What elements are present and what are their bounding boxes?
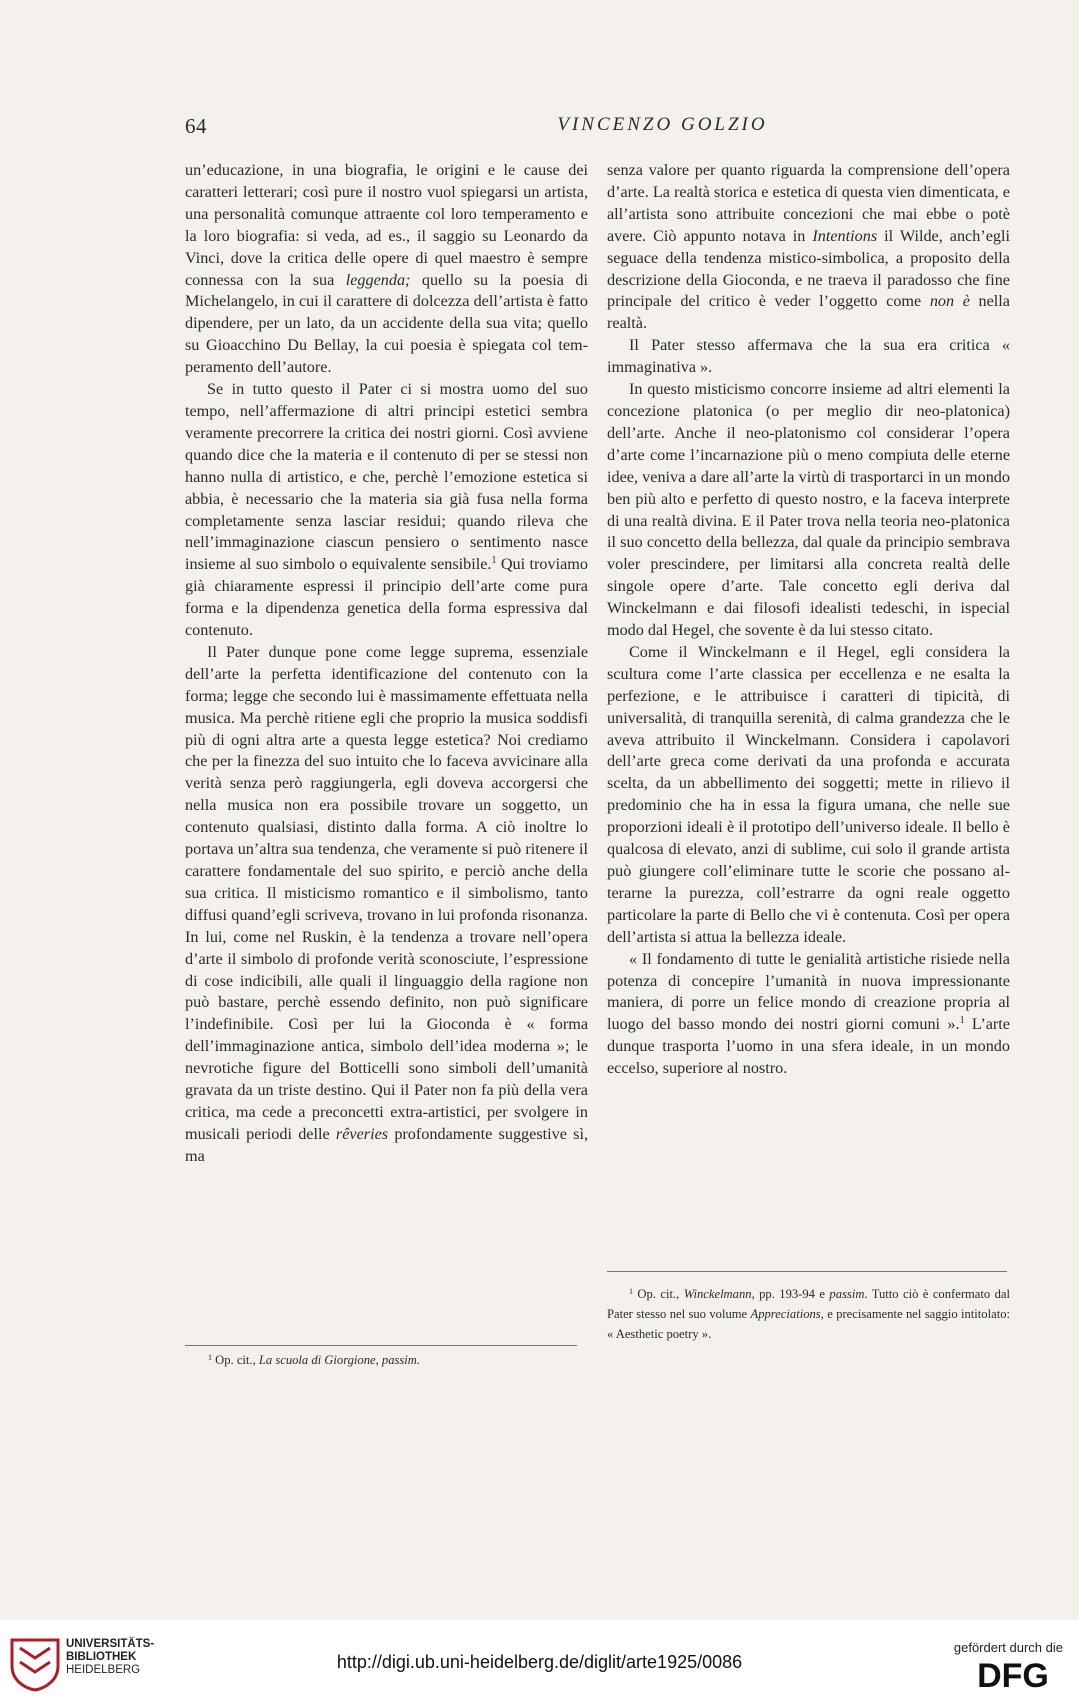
library-name-line-3: HEIDELBERG	[66, 1664, 141, 1676]
paragraph: In questo misticismo concorre insieme ad altri elementi la concezione platonica (o per meglio dir neo-platonica) dell’arte. Anche il neo-platonismo col considerar l’opera d’arte come l’incarnazione più o meno compiuta delle eterne idee, veniva a dare all’arte la virtù di trasportarci in un mondo ben più alto e perfetto di questo nostro, e la faceva interprete di una realtà divina. E il Pater trova nella teoria neo-platonica il suo concetto della bellezza, dal quale da principio sembrava voler prescindere, per limitarsi alla concreta realtà delle singole opere d’arte. Tale concetto egli deriva dal Winckelmann e dai filosofi idealisti tedeschi, in ispecial modo dal Hegel, che sovente è da lui stesso citato.	[607, 380, 1010, 640]
dfg-logo-text: DFG	[977, 1658, 1049, 1692]
funding-label: gefördert durch die	[953, 1640, 1063, 1655]
page-header	[185, 114, 1010, 144]
library-name-line-2: BIBLIOTHEK	[66, 1651, 137, 1663]
paragraph: Il Pater stesso affermava che la sua era critica « immaginativa ».	[607, 336, 1010, 377]
permalink-url[interactable]: http://digi.ub.uni-heidelberg.de/diglit/arte1925/0086	[336, 1652, 743, 1672]
running-title: VINCENZO GOLZIO	[557, 114, 768, 135]
left-footnote: $^1$ Op. cit., La scuola di Giorgione, passim.	[208, 1353, 421, 1367]
right-column	[607, 160, 1010, 1080]
paragraph: un’educazione, in una biografia, le origini e le cause dei caratteri letterari; così pure il nostro vuol spiegarsi un artista, una personalità comunque attraente col loro temperamento e la loro biografia: si veda, ad es., il saggio su Leonardo da Vinci, dove la critica delle opere di quel maestro è sempre connessa con la sua leggenda; quello su la poesia di Michelangelo, in cui il carattere di dolcezza dell’artista è fatto dipendere, per un lato, da un accidente della sua vita; quello su Gioacchino Du Bellay, la cui poesia è spiegata col temperamento dell’autore.	[185, 161, 588, 377]
paragraph: Come il Winckelmann e il Hegel, egli considera la scultura come l’arte classica per eccellenza e ne esalta la perfezione, e le attribuisce i caratteri di tipicità, di universalità, di tranquilla serenità, di calma grandezza che le aveva attribuito il Winckelmann. Considera i capolavori dell’arte greca come derivati da una profonda e accurata scelta, da un abbellimento dei soggetti; mette in rilievo il predominio che ha in essa la figura umana, che nelle sue proporzioni ideali è il prototipo dell’universo ideale. Il bello è qualcosa di elevato, anzi di sublime, cui solo il grande artista può giungere coll’eliminare tutte le scorie che possano alterarne la purezza, coll’estrarre da ogni reale oggetto particolare la parte di Bello che vi è contenuta. Così per opera dell’artista si attua la bellezza ideale.	[607, 642, 1010, 946]
library-name-line-1: UNIVERSITÄTS-	[66, 1638, 155, 1650]
paragraph: Il Pater dunque pone come legge suprema, essenziale dell’arte la perfetta identificazione del contenuto con la forma; legge che secondo lui è massimamente effettuata nella musica. Ma perchè ritiene egli che proprio la musica soddisfi più di ogni altra arte a questa legge estetica? Noi crediamo che per la finezza del suo intuito che lo faceva avvicinare alla verità senza però raggiungerla, egli doveva accorgersi che nella musica non era possibile trovare un soggetto, un contenuto qualsiasi, distinto dalla forma. A ciò inoltre lo portava un’altra sua tendenza, che veramente si può ritenere il carattere fondamentale del suo spirito, e perciò anche della sua critica. Il misticismo romantico e il simbolismo, tanto diffusi quand’egli scriveva, trovano in lui profonda risonanza. In lui, come nel Ruskin, è la tendenza a trovare nell’opera d’arte il simbolo di profonde verità sconosciute, l’espressione di cose indicibili, alle quali il linguaggio della ragione non può bastare, perchè essendo definito, non può significare l’indefinibile. Così per lui la Gioconda è « forma dell’immaginazione antica, simbolo dell’idea moderna »; le nevrotiche figure del Botticelli sono simboli dell’umanità gravata da un triste destino. Qui il Pater non fa più della vera critica, ma cede a preconcetti extra-artistici, per svolgere in musicali periodi delle rêveries profondamente suggestive sì, ma	[185, 642, 588, 1165]
dfg-logo-icon	[963, 1658, 1063, 1692]
right-footnote: $^1$ Op. cit., Winckelmann, pp. 193-94 e passim. Tutto ciò è confermato dal Pater stesso nel suo volume Appreciations, e precisamente nel saggio intitolato: « Aesthetic poetry ».	[607, 1287, 1010, 1341]
right-footnote-rule	[607, 1271, 1007, 1272]
paragraph: « Il fondamento di tutte le genialità artistiche risiede nella potenza di concepire l’umanità in nuova impressionante maniera, di porre un felice mondo di creazione propria al luogo del basso mondo dei nostri giorni comuni ».$^1$ L’arte dunque trasporta l’uomo in una sfera ideale, in un mondo eccelso, superiore al nostro.	[607, 949, 1010, 1078]
left-footnote-rule	[185, 1345, 577, 1346]
viewer-footer	[0, 1620, 1079, 1706]
paragraph: senza valore per quanto riguarda la comprensione dell’opera d’arte. La realtà storica e estetica di questa vien dimenticata, e all’artista sono attribuite concezioni che mai ebbe o potè avere. Ciò appunto notava in Intentions il Wilde, anch’egli seguace della tendenza mistico-simbolica, a proposito della descrizione della Gioconda, e ne traeva il paradosso che fine principale del critico è veder l’oggetto come non è nella realtà.	[607, 161, 1010, 333]
paragraph: Se in tutto questo il Pater ci si mostra uomo del suo tempo, nell’affermazione di altri principi estetici sembra veramente precorrere la critica dei nostri giorni. Così avviene quando dice che la materia e il contenuto di per se stessi non hanno nulla di artistico, e che, perchè l’emozione estetica si abbia, è necessario che la materia sia già fusa nella forma completamente senza lasciar residui; quando rileva che nell’immaginazione ciascun pensiero o sentimento nasce insieme al suo simbolo o equivalente sensibile.$^1$ Qui troviamo già chiaramente espressi il principio dell’arte come pura forma e la dipendenza genetica della forma espressiva dal contenuto.	[185, 380, 588, 640]
left-column	[185, 160, 588, 1168]
page-number: 64	[185, 114, 207, 138]
